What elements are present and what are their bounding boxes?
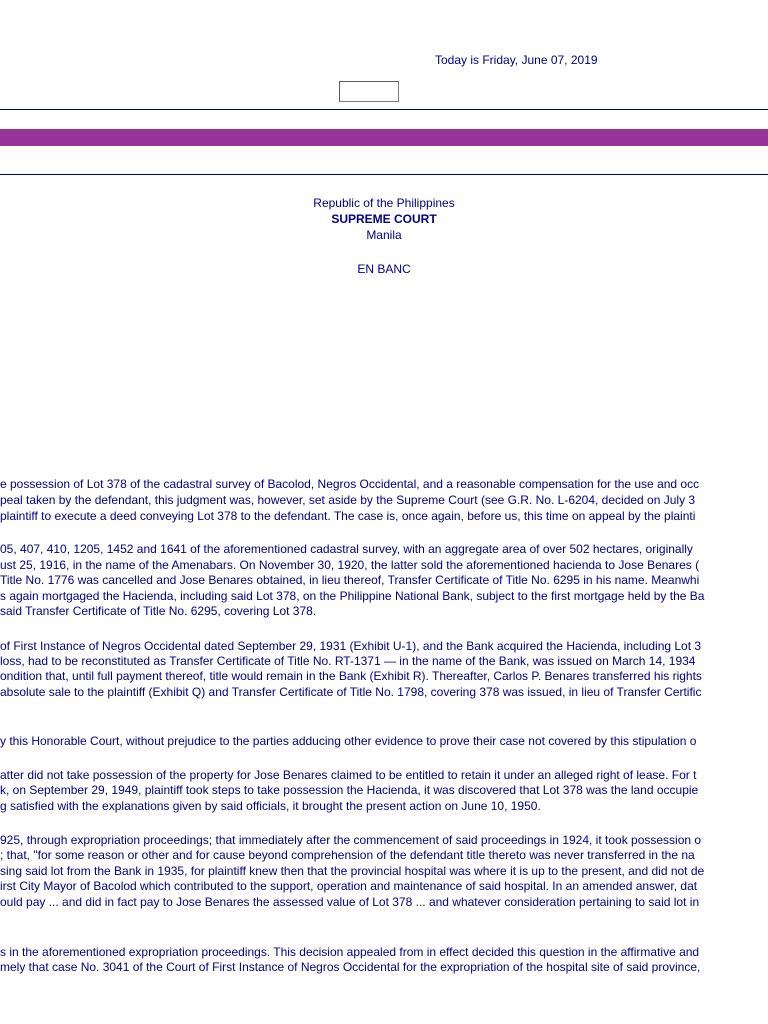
top-divider [0, 109, 768, 110]
body-line: ondition that, until full payment thereof, title would remain in the Bank (Exhibit R). Thereafter, Carlos P. Benares transferred his rights [0, 669, 702, 683]
body-line: g satisfied with the explanations given by said officials, it brought the present action on June 10, 1950. [0, 799, 541, 813]
division-heading: EN BANC [357, 262, 411, 276]
republic-heading: Republic of the Philippines [313, 196, 455, 210]
body-line: of First Instance of Negros Occidental dated September 29, 1931 (Exhibit U-1), and the Bank acquired the Hacienda, including Lot 3 [0, 639, 702, 653]
current-date-text: Today is Friday, June 07, 2019 [435, 53, 598, 67]
body-line: ust 25, 1916, in the name of the Amenabars. On November 30, 1920, the latter sold the aforementioned hacienda to Jose Benares ( [0, 558, 700, 572]
body-line: sing said lot from the Bank in 1935, for plaintiff knew then that the provincial hospital was where it is up to the present, and did not de [0, 864, 705, 878]
court-name-heading: SUPREME COURT [331, 212, 437, 226]
body-line: atter did not take possession of the property for Jose Benares claimed to be entitled to retain it under an alleged right of lease. For t [0, 768, 697, 782]
body-line: Title No. 1776 was cancelled and Jose Benares obtained, in lieu thereof, Transfer Certificate of Title No. 6295 in his name. Meanwhi [0, 573, 700, 587]
search-input[interactable] [339, 81, 399, 102]
body-line: plaintiff to execute a deed conveying Lot 378 to the defendant. The case is, once again, before us, this time on appeal by the plainti [0, 509, 696, 523]
bottom-divider [0, 174, 768, 175]
body-line: mely that case No. 3041 of the Court of First Instance of Negros Occidental for the expropriation of the hospital site of said province, [0, 960, 701, 974]
court-header [0, 195, 768, 277]
body-line: said Transfer Certificate of Title No. 6295, covering Lot 378. [0, 604, 317, 618]
body-line: ould pay ... and did in fact pay to Jose Benares the assessed value of Lot 378 ... and whatever consideration pertaining to said lot in [0, 895, 700, 909]
body-line: absolute sale to the plaintiff (Exhibit Q) and Transfer Certificate of Title No. 1798, covering 378 was issued, in lieu of Transfer Certific [0, 685, 702, 699]
navigation-bar [0, 129, 768, 146]
body-line: s in the aforementioned expropriation proceedings. This decision appealed from in effect decided this question in the affirmative and [0, 945, 700, 959]
body-line: s again mortgaged the Hacienda, including said Lot 378, on the Philippine National Bank, subject to the first mortgage held by the Ba [0, 589, 705, 603]
body-line: ; that, "for some reason or other and for cause beyond comprehension of the defendant title thereto was never transferred in the na [0, 848, 695, 862]
body-line: irst City Mayor of Bacolod which contributed to the support, operation and maintenance of said hospital. In an amended answer, dat [0, 879, 698, 893]
body-line: 925, through expropriation proceedings; that immediately after the commencement of said proceedings in 1924, it took possession o [0, 833, 702, 847]
body-line: e possession of Lot 378 of the cadastral survey of Bacolod, Negros Occidental, and a reasonable compensation for the use and occ [0, 477, 700, 491]
body-line: y this Honorable Court, without prejudice to the parties adducing other evidence to prove their case not covered by this stipulation o [0, 734, 697, 748]
body-line: 05, 407, 410, 1205, 1452 and 1641 of the aforementioned cadastral survey, with an aggregate area of over 502 hectares, originally [0, 542, 693, 556]
body-line: loss, had to be reconstituted as Transfer Certificate of Title No. RT-1371 — in the name of the Bank, was issued on March 14, 1934 [0, 654, 696, 668]
court-city: Manila [366, 228, 402, 242]
body-line: k, on September 29, 1949, plaintiff took steps to take possession the Hacienda, it was discovered that Lot 378 was the land occupie [0, 783, 699, 797]
body-line: peal taken by the defendant, this judgment was, however, set aside by the Supreme Court (see G.R. No. L-6204, decided on July 3 [0, 493, 696, 507]
